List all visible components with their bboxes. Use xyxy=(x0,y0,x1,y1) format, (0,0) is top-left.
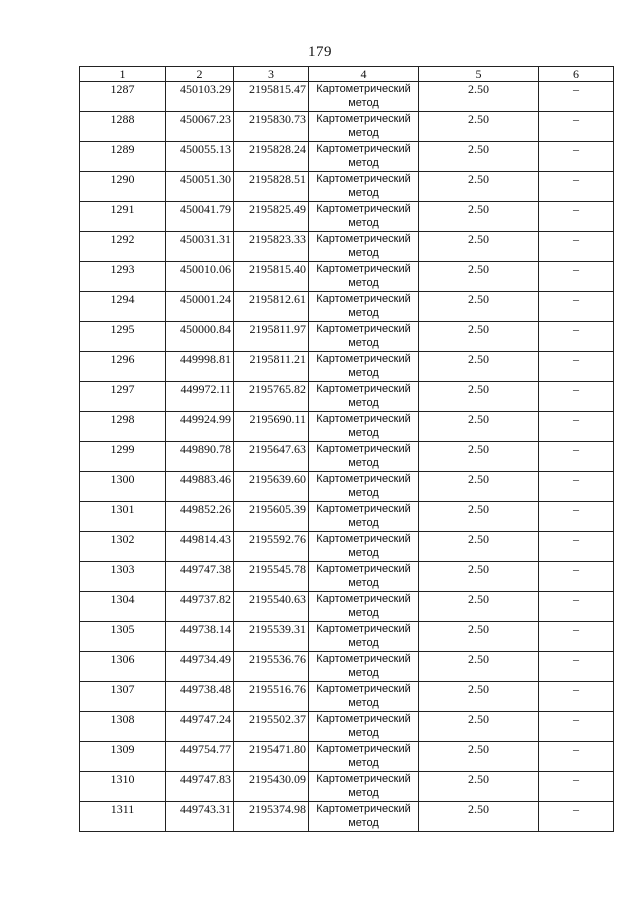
cell-method: Картометрический метод xyxy=(309,322,419,352)
cell-y-coordinate: 2195605.39 xyxy=(234,502,309,532)
cell-point-number: 1307 xyxy=(80,682,166,712)
cell-method: Картометрический метод xyxy=(309,442,419,472)
page-number: 179 xyxy=(308,44,332,60)
cell-x-coordinate: 449743.31 xyxy=(166,802,234,832)
column-header-x: 2 xyxy=(166,67,234,82)
cell-accuracy: 2.50 xyxy=(419,142,539,172)
table-row xyxy=(80,352,614,382)
cell-point-number: 1305 xyxy=(80,622,166,652)
table-row xyxy=(80,472,614,502)
table-row xyxy=(80,442,614,472)
cell-note: – xyxy=(539,742,614,772)
cell-y-coordinate: 2195811.21 xyxy=(234,352,309,382)
cell-note: – xyxy=(539,322,614,352)
table-row xyxy=(80,712,614,742)
table-row xyxy=(80,292,614,322)
table-row xyxy=(80,322,614,352)
cell-accuracy: 2.50 xyxy=(419,442,539,472)
cell-point-number: 1290 xyxy=(80,172,166,202)
cell-x-coordinate: 449738.48 xyxy=(166,682,234,712)
cell-method: Картометрический метод xyxy=(309,592,419,622)
cell-point-number: 1292 xyxy=(80,232,166,262)
cell-note: – xyxy=(539,262,614,292)
cell-accuracy: 2.50 xyxy=(419,682,539,712)
cell-note: – xyxy=(539,82,614,112)
cell-accuracy: 2.50 xyxy=(419,82,539,112)
cell-accuracy: 2.50 xyxy=(419,202,539,232)
cell-accuracy: 2.50 xyxy=(419,772,539,802)
table-row xyxy=(80,622,614,652)
cell-x-coordinate: 449738.14 xyxy=(166,622,234,652)
column-header-point-number: 1 xyxy=(80,67,166,82)
cell-accuracy: 2.50 xyxy=(419,382,539,412)
cell-method: Картометрический метод xyxy=(309,112,419,142)
cell-x-coordinate: 450031.31 xyxy=(166,232,234,262)
table-row xyxy=(80,82,614,112)
cell-y-coordinate: 2195539.31 xyxy=(234,622,309,652)
table-row xyxy=(80,592,614,622)
cell-method: Картометрический метод xyxy=(309,622,419,652)
cell-point-number: 1299 xyxy=(80,442,166,472)
cell-accuracy: 2.50 xyxy=(419,322,539,352)
cell-method: Картометрический метод xyxy=(309,802,419,832)
cell-x-coordinate: 450041.79 xyxy=(166,202,234,232)
cell-x-coordinate: 450010.06 xyxy=(166,262,234,292)
column-header-note: 6 xyxy=(539,67,614,82)
cell-method: Картометрический метод xyxy=(309,352,419,382)
cell-x-coordinate: 449747.24 xyxy=(166,712,234,742)
cell-point-number: 1300 xyxy=(80,472,166,502)
cell-accuracy: 2.50 xyxy=(419,262,539,292)
cell-y-coordinate: 2195639.60 xyxy=(234,472,309,502)
cell-x-coordinate: 450051.30 xyxy=(166,172,234,202)
column-header-y: 3 xyxy=(234,67,309,82)
cell-x-coordinate: 449747.83 xyxy=(166,772,234,802)
cell-method: Картометрический метод xyxy=(309,202,419,232)
cell-note: – xyxy=(539,292,614,322)
cell-method: Картометрический метод xyxy=(309,412,419,442)
table-header xyxy=(80,67,614,82)
cell-point-number: 1306 xyxy=(80,652,166,682)
table-row xyxy=(80,412,614,442)
cell-x-coordinate: 449972.11 xyxy=(166,382,234,412)
cell-y-coordinate: 2195430.09 xyxy=(234,772,309,802)
cell-y-coordinate: 2195815.47 xyxy=(234,82,309,112)
cell-method: Картометрический метод xyxy=(309,172,419,202)
cell-y-coordinate: 2195516.76 xyxy=(234,682,309,712)
cell-point-number: 1297 xyxy=(80,382,166,412)
cell-method: Картометрический метод xyxy=(309,142,419,172)
cell-note: – xyxy=(539,592,614,622)
cell-accuracy: 2.50 xyxy=(419,112,539,142)
cell-point-number: 1291 xyxy=(80,202,166,232)
cell-y-coordinate: 2195690.11 xyxy=(234,412,309,442)
cell-point-number: 1295 xyxy=(80,322,166,352)
table-row xyxy=(80,562,614,592)
cell-point-number: 1310 xyxy=(80,772,166,802)
cell-accuracy: 2.50 xyxy=(419,712,539,742)
table-body xyxy=(80,82,614,832)
cell-accuracy: 2.50 xyxy=(419,562,539,592)
table-row xyxy=(80,682,614,712)
cell-x-coordinate: 449737.82 xyxy=(166,592,234,622)
cell-accuracy: 2.50 xyxy=(419,742,539,772)
cell-y-coordinate: 2195823.33 xyxy=(234,232,309,262)
cell-y-coordinate: 2195502.37 xyxy=(234,712,309,742)
cell-method: Картометрический метод xyxy=(309,562,419,592)
table-row xyxy=(80,502,614,532)
cell-method: Картометрический метод xyxy=(309,742,419,772)
cell-note: – xyxy=(539,202,614,232)
coordinates-table xyxy=(79,66,614,832)
table-row xyxy=(80,652,614,682)
cell-x-coordinate: 449852.26 xyxy=(166,502,234,532)
table-row xyxy=(80,142,614,172)
cell-x-coordinate: 450000.84 xyxy=(166,322,234,352)
cell-note: – xyxy=(539,652,614,682)
table-row xyxy=(80,202,614,232)
cell-note: – xyxy=(539,562,614,592)
cell-y-coordinate: 2195830.73 xyxy=(234,112,309,142)
cell-x-coordinate: 450001.24 xyxy=(166,292,234,322)
column-header-accuracy: 5 xyxy=(419,67,539,82)
cell-y-coordinate: 2195536.76 xyxy=(234,652,309,682)
cell-accuracy: 2.50 xyxy=(419,292,539,322)
cell-x-coordinate: 449814.43 xyxy=(166,532,234,562)
cell-method: Картометрический метод xyxy=(309,472,419,502)
cell-note: – xyxy=(539,142,614,172)
table-row xyxy=(80,232,614,262)
cell-note: – xyxy=(539,502,614,532)
cell-point-number: 1287 xyxy=(80,82,166,112)
cell-note: – xyxy=(539,682,614,712)
cell-y-coordinate: 2195825.49 xyxy=(234,202,309,232)
cell-accuracy: 2.50 xyxy=(419,802,539,832)
cell-y-coordinate: 2195812.61 xyxy=(234,292,309,322)
cell-x-coordinate: 450055.13 xyxy=(166,142,234,172)
cell-accuracy: 2.50 xyxy=(419,502,539,532)
cell-method: Картометрический метод xyxy=(309,532,419,562)
cell-point-number: 1294 xyxy=(80,292,166,322)
cell-accuracy: 2.50 xyxy=(419,622,539,652)
cell-method: Картометрический метод xyxy=(309,712,419,742)
cell-y-coordinate: 2195828.24 xyxy=(234,142,309,172)
cell-x-coordinate: 450103.29 xyxy=(166,82,234,112)
cell-note: – xyxy=(539,532,614,562)
cell-x-coordinate: 449734.49 xyxy=(166,652,234,682)
cell-note: – xyxy=(539,352,614,382)
cell-accuracy: 2.50 xyxy=(419,532,539,562)
cell-note: – xyxy=(539,772,614,802)
table-row xyxy=(80,262,614,292)
cell-y-coordinate: 2195828.51 xyxy=(234,172,309,202)
cell-y-coordinate: 2195374.98 xyxy=(234,802,309,832)
cell-y-coordinate: 2195815.40 xyxy=(234,262,309,292)
cell-accuracy: 2.50 xyxy=(419,352,539,382)
cell-point-number: 1301 xyxy=(80,502,166,532)
cell-point-number: 1296 xyxy=(80,352,166,382)
cell-x-coordinate: 450067.23 xyxy=(166,112,234,142)
cell-accuracy: 2.50 xyxy=(419,412,539,442)
cell-method: Картометрический метод xyxy=(309,382,419,412)
cell-y-coordinate: 2195471.80 xyxy=(234,742,309,772)
cell-method: Картометрический метод xyxy=(309,262,419,292)
table-row xyxy=(80,802,614,832)
cell-x-coordinate: 449754.77 xyxy=(166,742,234,772)
cell-x-coordinate: 449890.78 xyxy=(166,442,234,472)
cell-y-coordinate: 2195545.78 xyxy=(234,562,309,592)
table-row xyxy=(80,382,614,412)
cell-note: – xyxy=(539,622,614,652)
cell-method: Картометрический метод xyxy=(309,502,419,532)
cell-note: – xyxy=(539,412,614,442)
cell-point-number: 1288 xyxy=(80,112,166,142)
cell-note: – xyxy=(539,712,614,742)
cell-method: Картометрический метод xyxy=(309,292,419,322)
cell-point-number: 1298 xyxy=(80,412,166,442)
cell-y-coordinate: 2195540.63 xyxy=(234,592,309,622)
cell-point-number: 1289 xyxy=(80,142,166,172)
cell-note: – xyxy=(539,472,614,502)
cell-point-number: 1303 xyxy=(80,562,166,592)
table-row xyxy=(80,112,614,142)
cell-method: Картометрический метод xyxy=(309,82,419,112)
table-row xyxy=(80,772,614,802)
cell-point-number: 1304 xyxy=(80,592,166,622)
cell-note: – xyxy=(539,172,614,202)
cell-accuracy: 2.50 xyxy=(419,172,539,202)
cell-x-coordinate: 449747.38 xyxy=(166,562,234,592)
column-header-method: 4 xyxy=(309,67,419,82)
table-row xyxy=(80,742,614,772)
table-row xyxy=(80,532,614,562)
cell-note: – xyxy=(539,112,614,142)
cell-y-coordinate: 2195647.63 xyxy=(234,442,309,472)
cell-x-coordinate: 449924.99 xyxy=(166,412,234,442)
cell-y-coordinate: 2195811.97 xyxy=(234,322,309,352)
cell-x-coordinate: 449883.46 xyxy=(166,472,234,502)
cell-point-number: 1309 xyxy=(80,742,166,772)
cell-accuracy: 2.50 xyxy=(419,472,539,502)
cell-note: – xyxy=(539,802,614,832)
cell-y-coordinate: 2195592.76 xyxy=(234,532,309,562)
cell-method: Картометрический метод xyxy=(309,682,419,712)
cell-note: – xyxy=(539,382,614,412)
cell-method: Картометрический метод xyxy=(309,232,419,262)
cell-point-number: 1302 xyxy=(80,532,166,562)
cell-point-number: 1293 xyxy=(80,262,166,292)
cell-point-number: 1308 xyxy=(80,712,166,742)
cell-note: – xyxy=(539,442,614,472)
cell-accuracy: 2.50 xyxy=(419,232,539,262)
header-row xyxy=(80,67,614,82)
cell-note: – xyxy=(539,232,614,262)
cell-point-number: 1311 xyxy=(80,802,166,832)
cell-method: Картометрический метод xyxy=(309,772,419,802)
cell-accuracy: 2.50 xyxy=(419,592,539,622)
cell-accuracy: 2.50 xyxy=(419,652,539,682)
cell-y-coordinate: 2195765.82 xyxy=(234,382,309,412)
table-row xyxy=(80,172,614,202)
cell-x-coordinate: 449998.81 xyxy=(166,352,234,382)
cell-method: Картометрический метод xyxy=(309,652,419,682)
